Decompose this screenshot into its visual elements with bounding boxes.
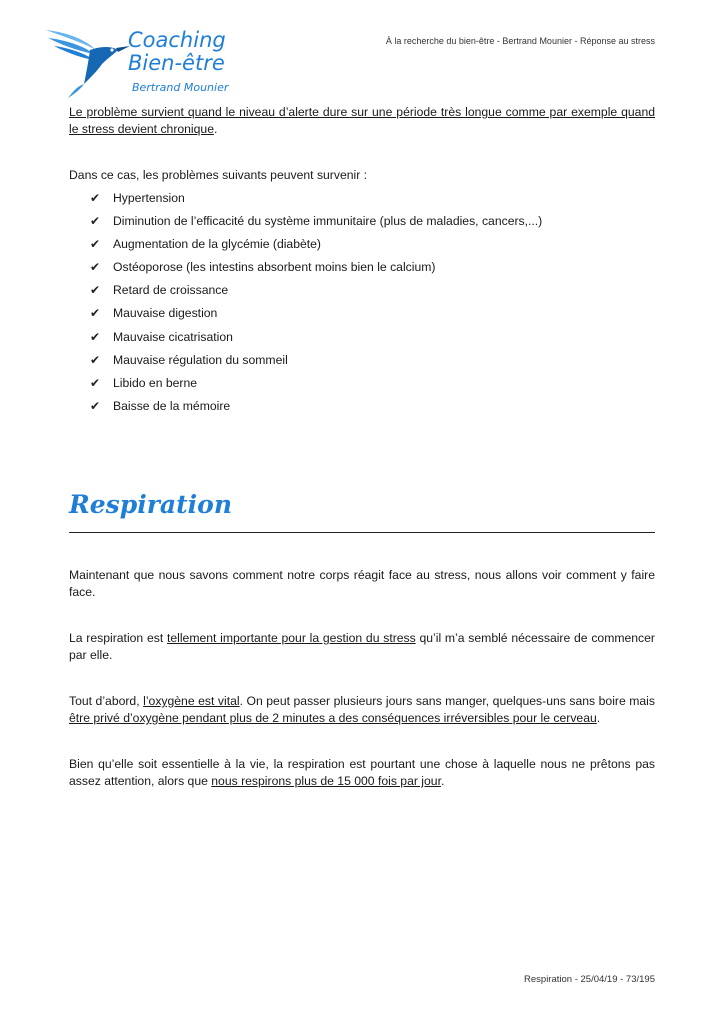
paragraph-3 — [69, 693, 655, 727]
paragraph-1 — [69, 567, 655, 601]
list-item-text: Libido en berne — [113, 375, 198, 390]
p2-text-b: qu’il m’a semblé nécessaire de commencer par elle. — [69, 631, 655, 662]
list-item-text: Mauvaise digestion — [113, 306, 218, 321]
list-item-text: Hypertension — [113, 191, 185, 205]
list-item — [90, 213, 542, 236]
p3-underlined-2: être privé d’oxygène pendant plus de 2 minutes a des conséquences irréversibles pour le cerveau — [69, 711, 597, 725]
list-item — [90, 305, 542, 328]
list-item — [90, 398, 542, 421]
intro-paragraph — [69, 104, 655, 138]
section-divider — [69, 532, 655, 533]
list-item — [90, 190, 542, 213]
check-icon: ✔ — [90, 306, 101, 321]
paragraph-2 — [69, 630, 655, 664]
list-item-text: Augmentation de la glycémie (diabète) — [113, 237, 321, 252]
check-icon: ✔ — [90, 375, 101, 390]
list-item-text: Mauvaise régulation du sommeil — [113, 352, 288, 367]
cases-lead — [69, 167, 655, 184]
intro-underlined-text: Le problème survient quand le niveau d’alerte dure sur une période très longue comme par exemple quand le stress devient chronique — [69, 105, 655, 136]
check-icon: ✔ — [90, 398, 101, 413]
logo-line-author: Bertrand Mounier — [132, 81, 229, 94]
list-item-text: Diminution de l’efficacité du système immunitaire (plus de maladies, cancers,...) — [113, 214, 543, 229]
p3-text-b: . On peut passer plusieurs jours sans manger, quelques-uns sans boire mais — [239, 694, 655, 708]
list-item — [90, 352, 542, 375]
list-item — [90, 375, 542, 398]
cases-lead-text: Dans ce cas, les problèmes suivants peuvent survenir : — [69, 168, 368, 182]
p4-underlined: nous respirons plus de 15 000 fois par jour — [211, 774, 441, 788]
p3-text-c: . — [596, 711, 601, 725]
p4-text-a: Bien qu’elle soit essentielle à la vie, la respiration est pourtant une chose à laquelle nous ne prêtons pas assez attention, alors que — [69, 757, 655, 788]
check-icon: ✔ — [90, 214, 101, 229]
check-icon: ✔ — [90, 237, 101, 252]
check-icon: ✔ — [90, 352, 101, 367]
check-icon: ✔ — [90, 191, 101, 205]
list-item — [90, 259, 542, 282]
logo-line-bien-etre: Bien-être — [128, 51, 225, 75]
problems-list — [90, 190, 542, 421]
paragraph-1-text: Maintenant que nous savons comment notre corps réagit face au stress, nous allons voir comment y faire face. — [69, 568, 655, 599]
list-item-text: Ostéoporose (les intestins absorbent moins bien le calcium) — [113, 260, 436, 275]
section-title: Respiration — [69, 490, 233, 519]
list-item — [90, 329, 542, 352]
list-item — [90, 282, 542, 305]
p4-text-b: . — [440, 774, 445, 788]
list-item — [90, 236, 542, 259]
list-item-text: Mauvaise cicatrisation — [113, 329, 233, 344]
check-icon: ✔ — [90, 329, 101, 344]
logo — [44, 24, 254, 100]
page-footer: Respiration - 25/04/19 - 73/195 — [524, 974, 655, 985]
intro-end: . — [213, 122, 218, 136]
p2-text-a: La respiration est — [69, 631, 167, 645]
list-item-text: Baisse de la mémoire — [113, 398, 231, 413]
p3-underlined-1: l’oxygène est vital — [143, 694, 240, 708]
p3-text-a: Tout d’abord, — [69, 694, 144, 708]
hummingbird-icon — [44, 24, 134, 100]
check-icon: ✔ — [90, 283, 101, 298]
p2-underlined: tellement importante pour la gestion du stress — [166, 631, 416, 645]
logo-line-coaching: Coaching — [128, 28, 226, 52]
paragraph-4 — [69, 756, 655, 790]
running-header: À la recherche du bien-être - Bertrand Mounier - Réponse au stress — [385, 36, 655, 46]
list-item-text: Retard de croissance — [113, 283, 229, 298]
check-icon: ✔ — [90, 260, 101, 275]
